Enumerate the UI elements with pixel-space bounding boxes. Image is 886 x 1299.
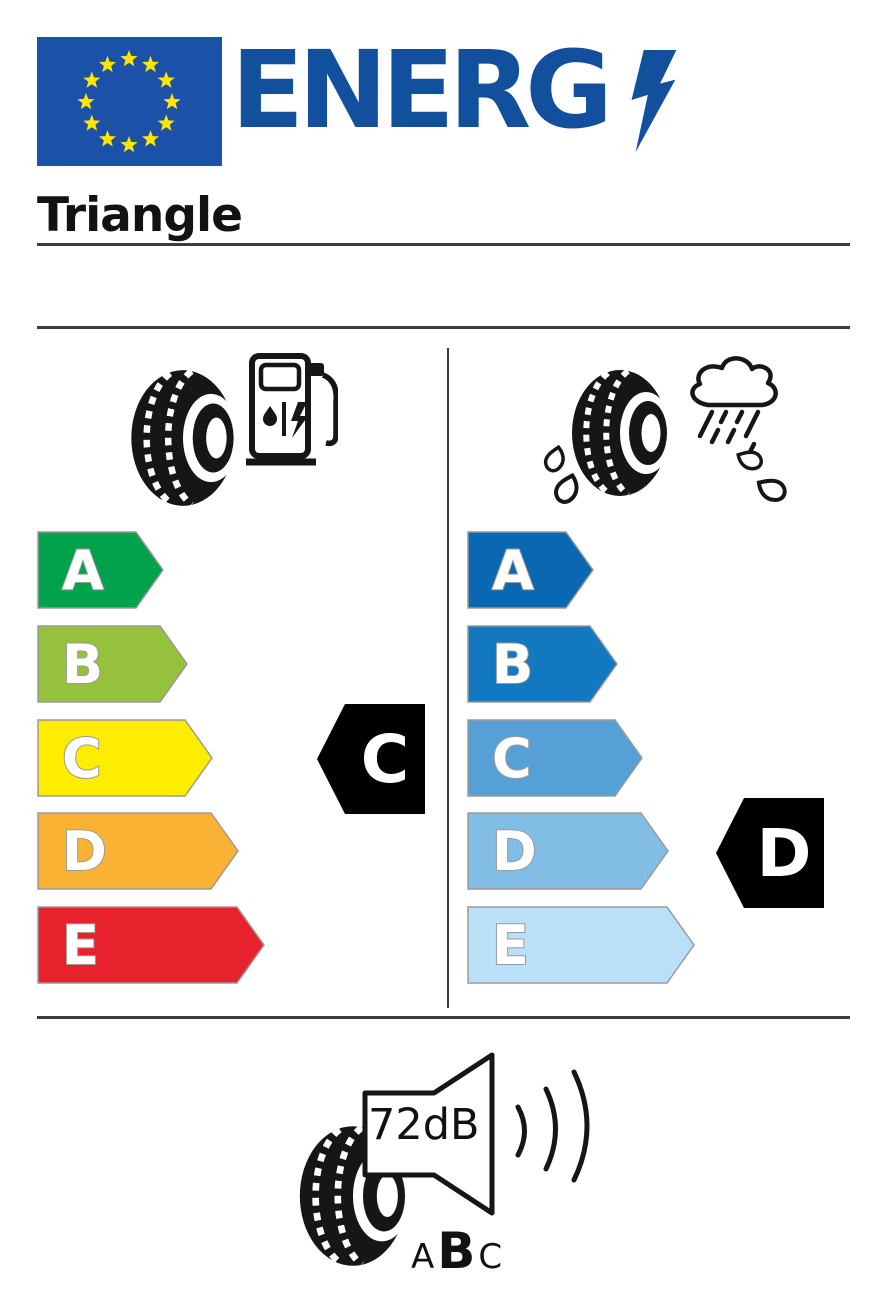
wet-grip-class-arrow-d — [467, 812, 670, 890]
wet-grip-class-arrow-e — [467, 906, 696, 984]
eu-flag-logo — [37, 37, 222, 166]
fuel-class-arrow-e — [37, 906, 266, 984]
fuel-class-letter: C — [62, 727, 102, 790]
wet-grip-rating-arrow — [714, 795, 826, 911]
wet-grip-class-letter: E — [492, 914, 529, 977]
wet-grip-class-arrow-c — [467, 719, 644, 797]
wet-grip-tire-icon — [540, 350, 800, 520]
wet-grip-class-letter: C — [492, 727, 532, 790]
noise-class-scale — [411, 1222, 502, 1280]
fuel-pump-icon — [246, 350, 338, 472]
divider-line — [37, 326, 850, 329]
brand-name: Triangle — [37, 188, 242, 243]
fuel-class-arrow-a — [37, 531, 165, 609]
noise-class-a: A — [411, 1237, 435, 1277]
fuel-class-arrow-c — [37, 719, 214, 797]
fuel-class-letter: D — [62, 820, 107, 883]
fuel-rating-arrow — [315, 701, 427, 817]
rain-cloud-icon — [692, 358, 775, 452]
sound-waves-icon — [510, 1062, 600, 1197]
fuel-class-letter: B — [62, 633, 104, 696]
column-divider-line — [447, 348, 449, 1008]
fuel-class-letter: E — [62, 914, 99, 977]
energ-logo-text: ENERG — [231, 29, 607, 153]
divider-line — [37, 1016, 850, 1019]
wet-grip-class-letter: B — [492, 633, 534, 696]
wet-grip-class-letter: D — [492, 820, 537, 883]
noise-class-b-selected: B — [437, 1222, 476, 1280]
divider-line — [37, 243, 850, 246]
fuel-class-letter: A — [62, 539, 104, 602]
fuel-rating-letter: C — [360, 721, 410, 798]
wet-grip-class-arrow-a — [467, 531, 595, 609]
fuel-tire-icon — [128, 368, 238, 508]
wet-grip-class-arrow-b — [467, 625, 619, 703]
lightning-bolt-icon — [612, 50, 700, 152]
wet-grip-rating-letter: D — [756, 815, 812, 892]
noise-class-c: C — [478, 1237, 503, 1277]
fuel-class-arrow-b — [37, 625, 189, 703]
fuel-class-arrow-d — [37, 812, 240, 890]
noise-value: 72dB — [368, 1100, 480, 1150]
wet-grip-class-letter: A — [492, 539, 534, 602]
